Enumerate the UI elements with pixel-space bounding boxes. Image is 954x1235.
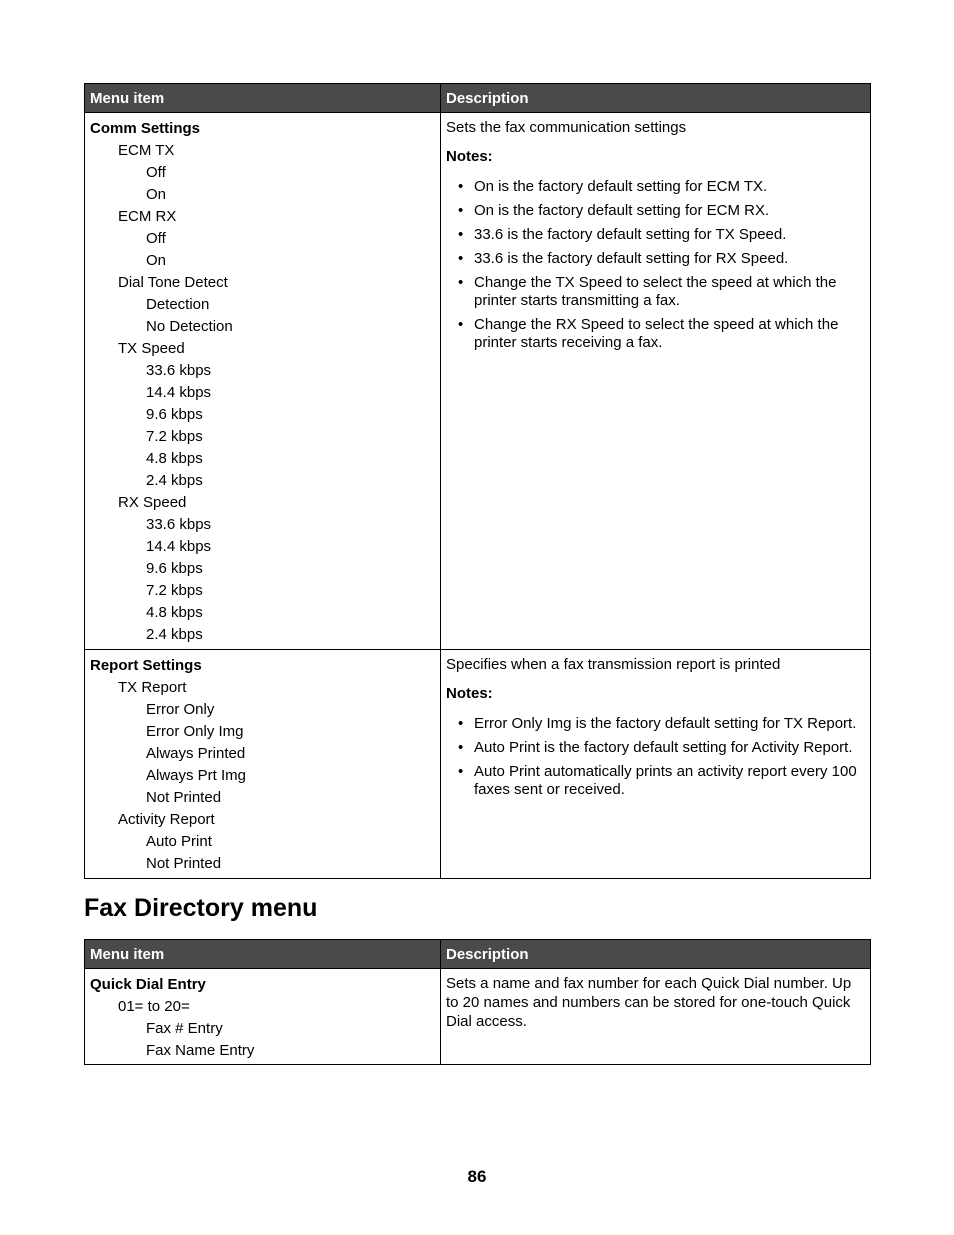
menu-option: Always Printed	[146, 745, 246, 762]
menu-group-title: Report Settings	[90, 657, 202, 674]
bullet-icon: •	[458, 316, 464, 333]
description-cell	[441, 113, 871, 650]
menu-option: Error Only	[146, 701, 215, 718]
menu-option: Fax Name Entry	[146, 1042, 255, 1059]
notes-list	[446, 715, 865, 799]
note-text: Change the TX Speed to select the speed at which the printer starts transmitting a fax.	[474, 274, 837, 309]
menu-subitem: 01= to 20=	[118, 998, 190, 1015]
note-text: Change the RX Speed to select the speed at which the printer starts receiving a fax.	[474, 316, 839, 351]
menu-option: On	[146, 186, 167, 203]
menu-option: Detection	[146, 296, 210, 313]
menu-option: 33.6 kbps	[146, 362, 212, 379]
menu-group-title: Comm Settings	[90, 120, 201, 137]
note-item	[446, 316, 865, 352]
note-item	[446, 715, 865, 733]
menu-option: 9.6 kbps	[146, 406, 203, 423]
note-text: 33.6 is the factory default setting for TX Speed.	[474, 226, 787, 243]
bullet-icon: •	[458, 178, 464, 195]
description-cell	[441, 650, 871, 879]
note-item	[446, 202, 865, 220]
table-body	[85, 969, 871, 1065]
section-heading: Fax Directory menu	[84, 894, 318, 922]
menu-subitem: ECM RX	[118, 208, 177, 225]
note-text: On is the factory default setting for ECM RX.	[474, 202, 770, 219]
menu-option: 4.8 kbps	[146, 604, 203, 621]
description-column-header: Description	[441, 84, 871, 113]
menu-item-cell	[85, 113, 441, 650]
menu-item-cell	[85, 969, 441, 1065]
menu-subitem: ECM TX	[118, 142, 175, 159]
fax-directory-table	[84, 939, 871, 1065]
table-header-row	[85, 84, 871, 113]
menu-subitem: TX Report	[118, 679, 187, 696]
menu-option: 9.6 kbps	[146, 560, 203, 577]
note-text: Error Only Img is the factory default setting for TX Report.	[474, 715, 857, 732]
notes-list	[446, 178, 865, 352]
table-body	[85, 113, 871, 879]
bullet-icon: •	[458, 763, 464, 780]
table-row	[85, 969, 871, 1065]
note-item	[446, 226, 865, 244]
menu-item-column-header: Menu item	[85, 940, 441, 969]
menu-option: Off	[146, 164, 166, 181]
description-text: Specifies when a fax transmission report is printed	[446, 656, 781, 673]
bullet-icon: •	[458, 715, 464, 732]
bullet-icon: •	[458, 226, 464, 243]
menu-option: 7.2 kbps	[146, 428, 203, 445]
description-text: Sets a name and fax number for each Quick Dial number. Up to 20 names and numbers can be stored for one-touch Quick Dial access.	[446, 975, 852, 1030]
menu-option: 4.8 kbps	[146, 450, 203, 467]
menu-subitem: TX Speed	[118, 340, 185, 357]
menu-group-title: Quick Dial Entry	[90, 976, 206, 993]
table-row	[85, 113, 871, 650]
note-text: Auto Print is the factory default setting for Activity Report.	[474, 739, 853, 756]
bullet-icon: •	[458, 202, 464, 219]
bullet-icon: •	[458, 250, 464, 267]
menu-option: Always Prt Img	[146, 767, 247, 784]
note-item	[446, 178, 865, 196]
menu-option: Auto Print	[146, 833, 212, 850]
note-item	[446, 274, 865, 310]
table-header-row	[85, 940, 871, 969]
menu-option: 2.4 kbps	[146, 626, 203, 643]
menu-option: No Detection	[146, 318, 233, 335]
menu-option: Off	[146, 230, 166, 247]
menu-option: Not Printed	[146, 855, 222, 872]
menu-option: On	[146, 252, 167, 269]
menu-option: 7.2 kbps	[146, 582, 203, 599]
menu-option: Error Only Img	[146, 723, 244, 740]
page-number: 86	[467, 1167, 487, 1186]
menu-option: Not Printed	[146, 789, 222, 806]
comm-report-settings-table	[84, 83, 871, 879]
menu-subitem: Dial Tone Detect	[118, 274, 228, 291]
description-column-header: Description	[441, 940, 871, 969]
menu-option: 14.4 kbps	[146, 384, 212, 401]
notes-label: Notes:	[446, 148, 493, 165]
bullet-icon: •	[458, 274, 464, 291]
menu-option: 33.6 kbps	[146, 516, 212, 533]
note-text: 33.6 is the factory default setting for RX Speed.	[474, 250, 789, 267]
menu-option: 2.4 kbps	[146, 472, 203, 489]
description-text: Sets the fax communication settings	[446, 119, 687, 136]
table-row	[85, 650, 871, 879]
note-text: Auto Print automatically prints an activity report every 100 faxes sent or received.	[474, 763, 857, 798]
menu-option: Fax # Entry	[146, 1020, 223, 1037]
menu-subitem: Activity Report	[118, 811, 215, 828]
description-cell	[441, 969, 871, 1065]
menu-option: 14.4 kbps	[146, 538, 212, 555]
menu-item-column-header: Menu item	[85, 84, 441, 113]
menu-item-cell	[85, 650, 441, 879]
bullet-icon: •	[458, 739, 464, 756]
note-item	[446, 739, 865, 757]
note-item	[446, 763, 865, 799]
note-text: On is the factory default setting for ECM TX.	[474, 178, 768, 195]
menu-subitem: RX Speed	[118, 494, 187, 511]
note-item	[446, 250, 865, 268]
notes-label: Notes:	[446, 685, 493, 702]
